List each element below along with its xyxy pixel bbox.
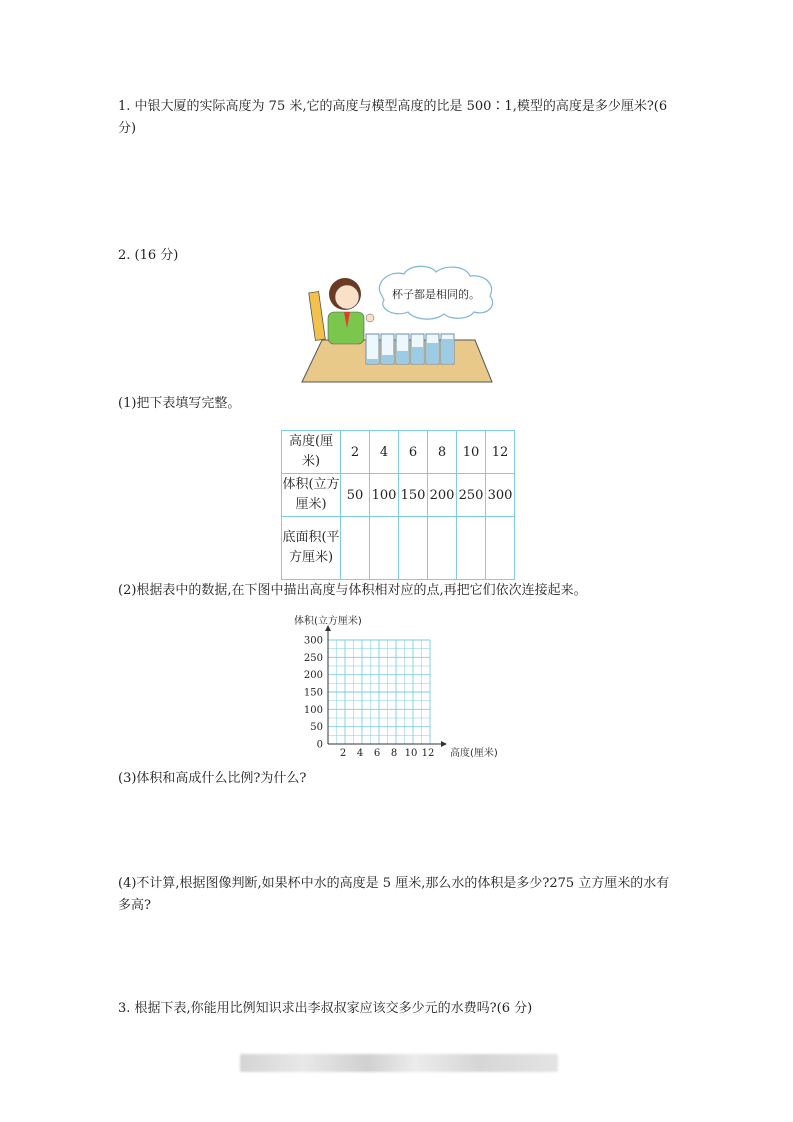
- base-area-blank[interactable]: [428, 517, 457, 580]
- y-tick-label: 200: [303, 670, 323, 682]
- height-cell: 8: [428, 431, 457, 474]
- volume-cell: 50: [341, 474, 370, 517]
- x-tick-label: 4: [356, 748, 364, 759]
- volume-cell: 150: [399, 474, 428, 517]
- girl-with-cups-illustration: [300, 262, 500, 388]
- row-header-base-area: 底面积(平方厘米): [282, 517, 341, 580]
- question-2-heading: 2. (16 分): [118, 248, 179, 263]
- base-area-blank[interactable]: [486, 517, 515, 580]
- volume-cell: 200: [428, 474, 457, 517]
- height-cell: 4: [370, 431, 399, 474]
- y-tick-label: 300: [303, 635, 323, 647]
- speech-text: 杯子都是相同的。: [392, 288, 480, 301]
- blurred-table-preview: [240, 1054, 558, 1072]
- question-3: 3. 根据下表,你能用比例知识求出李叔叔家应该交多少元的水费吗?(6 分): [118, 1001, 533, 1016]
- x-axis-arrow: [441, 741, 447, 747]
- y-tick-label: 50: [310, 722, 323, 734]
- base-area-blank[interactable]: [341, 517, 370, 580]
- x-tick-label: 8: [390, 748, 398, 759]
- base-area-blank[interactable]: [399, 517, 428, 580]
- y-tick-label: 100: [303, 704, 323, 716]
- x-tick-label: 10: [404, 748, 418, 759]
- girl-face: [335, 285, 359, 309]
- sub-question-4: (4)不计算,根据图像判断,如果杯中水的高度是 5 厘米,那么水的体积是多少?275 立方厘米的水有多高?: [118, 876, 670, 913]
- x-axis-label: 高度(厘米): [450, 748, 498, 759]
- base-area-blank[interactable]: [370, 517, 399, 580]
- height-cell: 6: [399, 431, 428, 474]
- x-tick-label: 2: [339, 748, 347, 759]
- y-tick-label: 250: [303, 652, 323, 664]
- y-tick-label: 0: [316, 739, 323, 751]
- sub-question-1: (1)把下表填写完整。: [118, 396, 241, 411]
- row-header-volume: 体积(立方厘米): [282, 474, 341, 517]
- y-axis-label: 体积(立方厘米): [294, 616, 362, 627]
- volume-cell: 300: [486, 474, 515, 517]
- x-tick-label: 12: [421, 748, 435, 759]
- volume-cell: 250: [457, 474, 486, 517]
- y-tick-label: 150: [303, 687, 323, 699]
- sub-question-2: (2)根据表中的数据,在下图中描出高度与体积相对应的点,再把它们依次连接起来。: [118, 583, 587, 598]
- base-area-blank[interactable]: [457, 517, 486, 580]
- volume-cell: 100: [370, 474, 399, 517]
- question-1: 1. 中银大厦的实际高度为 75 米,它的高度与模型高度的比是 500∶1,模型的高度是多少厘米?(6 分): [118, 99, 668, 136]
- height-cell: 12: [486, 431, 515, 474]
- x-tick-label: 6: [373, 748, 381, 759]
- sub-question-3: (3)体积和高成什么比例?为什么?: [118, 771, 307, 786]
- height-volume-graph: [290, 604, 510, 766]
- row-header-height: 高度(厘米): [282, 431, 341, 474]
- ruler-icon: [309, 292, 326, 341]
- height-cell: 10: [457, 431, 486, 474]
- height-volume-table: [281, 430, 515, 580]
- height-cell: 2: [341, 431, 370, 474]
